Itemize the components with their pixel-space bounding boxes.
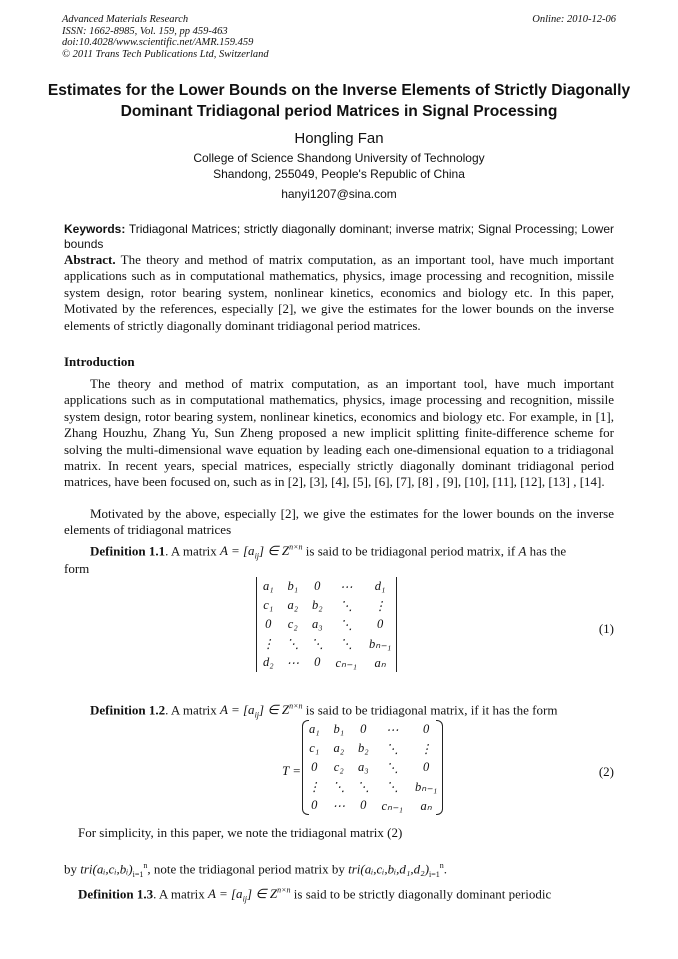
intro-paragraph-2: Motivated by the above, especially [2], we give the estimates for the lower bounds on the inverse elements of tridiagonal matrices [64, 506, 614, 538]
matrix-cell: 0 [360, 722, 367, 736]
notation-text: . [443, 861, 448, 877]
notation-math-1: tri(aᵢ,cᵢ,bᵢ) [80, 861, 133, 877]
matrix-cell: ⋱ [286, 636, 299, 651]
matrix-row [256, 615, 397, 634]
definition-1-2-label: Definition 1.2 [90, 702, 166, 718]
matrix-cell: 0 [376, 617, 384, 631]
abstract-text: The theory and method of matrix computation, as an important tool, have much important applications such as in computational mathematics, physics, image processing and recognition, missile system design, rotor bearing system, nonlinear kinetics, economics and biology etc. In this paper, Motivated by the references, especially [2], we give the estimates for the lower bounds on the inverse elements of strictly diagonally dominant tridiagonal period matrices. [64, 252, 614, 333]
matrix-cell: d₂ [262, 655, 274, 669]
affiliation-line-2: Shandong, 255049, People's Republic of China [213, 167, 465, 181]
copyright-line: © 2011 Trans Tech Publications Ltd, Switzerland [62, 48, 269, 60]
doi-line: doi:10.4028/www.scientific.net/AMR.159.459 [62, 37, 254, 48]
notation-text: by [64, 861, 81, 877]
matrix-cell: bₙ₋₁ [414, 779, 438, 794]
definition-1-2-math [220, 702, 303, 720]
matrix-right-paren [436, 720, 443, 815]
section-heading-introduction: Introduction [64, 354, 135, 369]
author-email[interactable]: hanyi1207@sina.com [281, 187, 397, 201]
math-part: ] ∈ Z [247, 886, 278, 902]
form-word: form [64, 561, 90, 576]
matrix-cell: a₃ [357, 760, 369, 774]
journal-header [62, 14, 269, 60]
matrix-cell: cₙ₋₁ [381, 798, 403, 813]
definition-1-3-math [208, 886, 291, 904]
affiliation [0, 150, 678, 182]
definition-1-1-label: Definition 1.1 [90, 543, 166, 559]
matrix-cell: ⋮ [262, 636, 275, 651]
keywords-label: Keywords: [64, 222, 126, 236]
matrix-cell: 0 [314, 579, 321, 593]
definition-1-3-text: . A matrix [153, 886, 209, 902]
math-part: A = [a [220, 702, 255, 718]
definition-1-1-text: has the [526, 543, 567, 559]
matrix-cell: ⋯ [385, 722, 399, 737]
math-part: ] ∈ Z [259, 702, 290, 718]
abstract-label: Abstract. [64, 252, 116, 267]
matrix-cell: b₁ [333, 722, 345, 736]
matrix-cell: aₙ [374, 655, 386, 670]
math-sub: i=1 [429, 869, 440, 879]
matrix-row [302, 720, 443, 739]
matrix-row [256, 634, 397, 653]
matrix-cell: ⋱ [385, 779, 399, 794]
matrix-cell: ⋱ [332, 779, 345, 794]
notation-text: , note the tridiagonal period matrix by [147, 861, 349, 877]
matrix-cell: ⋯ [286, 655, 299, 670]
math-sup: n×n [289, 543, 303, 552]
matrix-cell: bₙ₋₁ [368, 636, 392, 651]
definition-1-2-text: . A matrix [165, 702, 221, 718]
matrix-row [302, 777, 443, 796]
matrix-cell: c₂ [287, 617, 298, 631]
math-sup: n [439, 861, 444, 870]
matrix-cell: 0 [311, 798, 318, 812]
matrix-cell: d₁ [374, 579, 386, 593]
definition-1-1-math [220, 543, 303, 561]
online-date: Online: 2010-12-06 [532, 14, 616, 25]
matrix-cell: ⋱ [339, 617, 353, 632]
math-sub: ij [242, 894, 248, 904]
matrix-right-bar [392, 577, 397, 672]
matrix-left-bar [256, 577, 261, 672]
matrix-cell: ⋱ [385, 741, 399, 756]
matrix-row [302, 796, 443, 815]
keywords [64, 222, 614, 251]
definition-1-3-label: Definition 1.3 [78, 886, 154, 902]
matrix-cell: c₁ [309, 741, 320, 755]
matrix-symbol: A [518, 543, 527, 559]
matrix-cell: a₂ [333, 741, 345, 755]
issn-line: ISSN: 1662-8985, Vol. 159, pp 459-463 [62, 25, 228, 37]
math-sub: ij [254, 710, 260, 720]
matrix-cell: b₁ [287, 579, 299, 593]
matrix-cell: ⋱ [339, 636, 353, 651]
matrix-cell: ⋮ [419, 741, 433, 756]
matrix-cell: ⋯ [339, 579, 353, 594]
matrix-cell: b₂ [311, 598, 323, 612]
matrix-row [302, 758, 443, 777]
author-name: Hongling Fan [294, 130, 384, 147]
matrix-equation-1 [256, 577, 397, 672]
matrix-cell: ⋱ [339, 598, 353, 613]
matrix-cell: cₙ₋₁ [335, 655, 357, 670]
journal-name: Advanced Materials Research [62, 14, 189, 25]
matrix-cell: a₁ [308, 722, 320, 736]
matrix-1-table [256, 577, 397, 672]
matrix-cell: a₁ [262, 579, 274, 593]
matrix-cell: 0 [265, 617, 272, 631]
matrix-row [256, 596, 397, 615]
definition-1-3 [78, 883, 618, 908]
matrix-row [256, 653, 397, 672]
math-sub: ij [254, 551, 260, 561]
matrix-cell: aₙ [420, 798, 432, 813]
definition-1-1-text: . A matrix [165, 543, 221, 559]
math-sup: n×n [289, 702, 303, 711]
matrix-row [302, 739, 443, 758]
math-sub: i=1 [132, 869, 144, 879]
matrix-cell: 0 [422, 760, 430, 774]
matrix-cell: b₂ [357, 741, 369, 755]
equation-number-2: (2) [598, 764, 614, 779]
paper-title: Estimates for the Lower Bounds on the Inverse Elements of Strictly Diagonally Dominant Tridiagonal period Matrices in Signal Processing [47, 82, 631, 120]
intro-paragraph-1: The theory and method of matrix computation, as an important tool, have much important applications such as in computational mathematics, physics, image processing and recognition, missile system design, rotor bearing system, nonlinear kinetics, economics and biology etc. For example, in [1], Zhang Houzhu, Zhang Yu, Sun Zheng proposed a new implicit splitting finite-difference scheme for solving the multi-dimensional wave equation by leading each one-dimensional equation to a tridiagonal matrix. In recent years, special matrices, especially strictly diagonally dominant tridiagonal period matrices, have been focused on, such as in [2], [3], [4], [5], [6], [7], [8] , [9], [10], [11], [12], [13] , [14]. [64, 376, 614, 490]
matrix-cell: c₁ [263, 598, 274, 612]
matrix-cell: ⋱ [385, 760, 399, 775]
abstract [64, 252, 614, 334]
equation-number-1: (1) [598, 621, 614, 636]
notation-line [64, 858, 614, 883]
matrix-cell: 0 [311, 760, 318, 774]
keywords-text: Tridiagonal Matrices; strictly diagonally dominant; inverse matrix; Signal Processing; Lower bounds [64, 222, 614, 251]
matrix-row [256, 577, 397, 596]
affiliation-line-1: College of Science Shandong University of Technology [193, 151, 485, 165]
matrix-cell: 0 [422, 722, 430, 736]
matrix-cell: ⋱ [357, 779, 370, 794]
definition-1-1-text: is said to be tridiagonal period matrix, if [302, 543, 519, 559]
math-part: ] ∈ Z [259, 543, 290, 559]
matrix-prefix-T: T = [282, 763, 302, 778]
matrix-cell: a₃ [311, 617, 323, 631]
definition-1-3-text: is said to be strictly diagonally dominant periodic [290, 886, 552, 902]
matrix-2-table [302, 720, 443, 815]
matrix-cell: 0 [314, 655, 321, 669]
simplicity-note: For simplicity, in this paper, we note the tridiagonal matrix (2) [78, 825, 403, 840]
matrix-cell: a₂ [287, 598, 299, 612]
matrix-cell: c₂ [333, 760, 344, 774]
matrix-cell: ⋮ [373, 598, 387, 613]
math-part: A = [a [208, 886, 243, 902]
matrix-cell: ⋱ [311, 636, 324, 651]
notation-math-2: tri(aᵢ,cᵢ,bᵢ,d₁,d₂) [348, 861, 430, 877]
math-part: A = [a [220, 543, 255, 559]
matrix-cell: ⋮ [308, 779, 321, 794]
definition-1-2-text: is said to be tridiagonal matrix, if it has the form [302, 702, 558, 718]
math-sup: n [143, 861, 148, 870]
matrix-cell: ⋯ [332, 798, 345, 813]
matrix-equation-2 [302, 720, 443, 815]
matrix-cell: 0 [360, 798, 367, 812]
matrix-left-paren [302, 720, 309, 815]
math-sup: n×n [277, 886, 291, 895]
